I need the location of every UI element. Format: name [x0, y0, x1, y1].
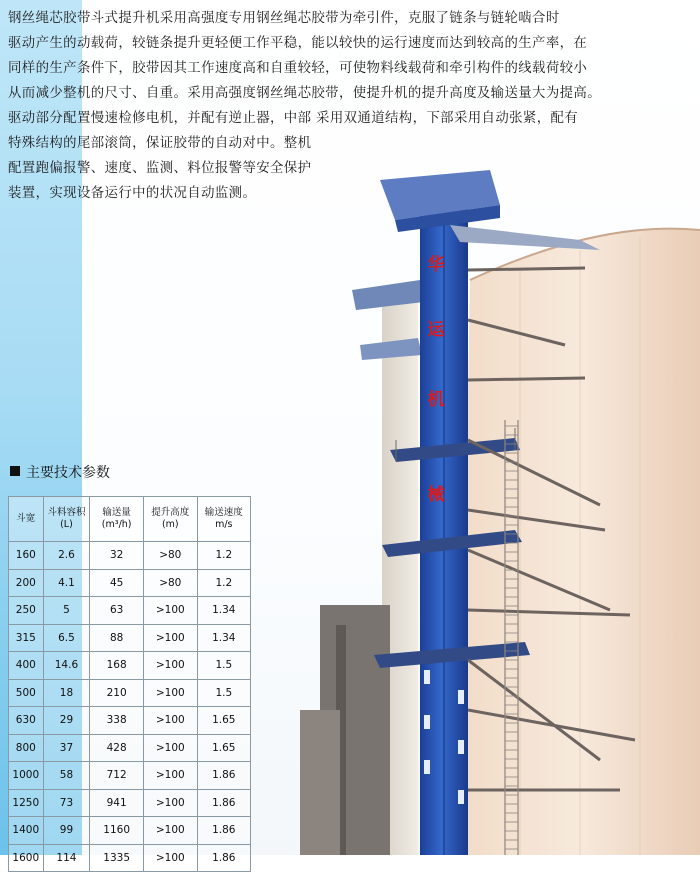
bucket-elevator-photo [300, 150, 700, 855]
table-cell: 1335 [90, 844, 144, 872]
table-cell: 114 [43, 844, 90, 872]
table-row [9, 734, 251, 762]
brand-char-2: 运 [427, 320, 445, 340]
table-row [9, 844, 251, 872]
table-cell: >100 [143, 707, 197, 735]
table-cell: 1.86 [197, 762, 250, 790]
table-cell: 29 [43, 707, 90, 735]
table-row [9, 679, 251, 707]
table-cell: 160 [9, 542, 44, 570]
brand-char-4: 械 [427, 485, 445, 505]
specs-header-row [9, 497, 251, 542]
table-cell: 14.6 [43, 652, 90, 680]
table-row [9, 707, 251, 735]
intro-line: 驱动产生的动载荷，较链条提升更轻便工作平稳，能以较快的运行速度而达到较高的生产率，在 [8, 36, 588, 51]
col-header-bucket-volume: 斗料容积 (L) [43, 497, 90, 542]
table-cell: 58 [43, 762, 90, 790]
table-cell: >80 [143, 569, 197, 597]
table-cell: 1000 [9, 762, 44, 790]
intro-line: 驱动部分配置慢速检修电机，并配有逆止器，中部 采用双通道结构，下部采用自动张紧，配有 [8, 111, 579, 126]
table-cell: 168 [90, 652, 144, 680]
table-cell: 45 [90, 569, 144, 597]
table-row [9, 789, 251, 817]
table-cell: 1.86 [197, 789, 250, 817]
table-cell: 338 [90, 707, 144, 735]
intro-line: 装置，实现设备运行中的状况自动监测。 [8, 186, 257, 201]
table-cell: >100 [143, 652, 197, 680]
table-row [9, 542, 251, 570]
table-cell: 1.5 [197, 652, 250, 680]
table-cell: 6.5 [43, 624, 90, 652]
intro-line: 钢丝绳芯胶带斗式提升机采用高强度专用钢丝绳芯胶带为牵引件，克服了链条与链轮啮合时 [8, 11, 560, 26]
table-cell: 1.86 [197, 844, 250, 872]
specs-title-text: 主要技术参数 [26, 465, 110, 481]
table-cell: 99 [43, 817, 90, 845]
table-cell: 630 [9, 707, 44, 735]
table-cell: >100 [143, 597, 197, 625]
table-cell: 1160 [90, 817, 144, 845]
table-cell: >100 [143, 679, 197, 707]
intro-line: 同样的生产条件下，胶带因其工作速度高和自重较轻，可使物料线载荷和牵引构件的线载荷较小 [8, 61, 588, 76]
table-cell: 73 [43, 789, 90, 817]
table-row [9, 597, 251, 625]
table-cell: 1.65 [197, 734, 250, 762]
table-cell: >100 [143, 844, 197, 872]
intro-line: 配置跑偏报警、速度、监测、料位报警等安全保护 [8, 161, 312, 176]
table-cell: >80 [143, 542, 197, 570]
table-cell: 5 [43, 597, 90, 625]
table-cell: 2.6 [43, 542, 90, 570]
brand-char-1: 华 [427, 255, 445, 275]
table-cell: >100 [143, 624, 197, 652]
square-bullet-icon [10, 466, 20, 476]
col-header-speed: 输送速度 m/s [197, 497, 250, 542]
table-cell: 37 [43, 734, 90, 762]
table-cell: 88 [90, 624, 144, 652]
table-cell: 800 [9, 734, 44, 762]
table-row [9, 817, 251, 845]
table-cell: >100 [143, 762, 197, 790]
table-cell: 1.34 [197, 597, 250, 625]
table-cell: 712 [90, 762, 144, 790]
table-cell: 1.65 [197, 707, 250, 735]
table-cell: 1.5 [197, 679, 250, 707]
brand-char-3: 机 [427, 390, 445, 410]
col-header-bucket-width: 斗宽 [9, 497, 44, 542]
intro-line: 从而减少整机的尺寸、自重。采用高强度钢丝绳芯胶带，使提升机的提升高度及输送量大为提高。 [8, 86, 601, 101]
table-cell: 1.2 [197, 569, 250, 597]
table-cell: 1600 [9, 844, 44, 872]
table-cell: 428 [90, 734, 144, 762]
table-row [9, 624, 251, 652]
table-cell: >100 [143, 817, 197, 845]
table-cell: 210 [90, 679, 144, 707]
table-cell: >100 [143, 734, 197, 762]
intro-line: 特殊结构的尾部滚筒，保证胶带的自动对中。整机 [8, 136, 312, 151]
table-row [9, 652, 251, 680]
table-cell: 250 [9, 597, 44, 625]
col-header-lift-height: 提升高度 (m) [143, 497, 197, 542]
table-cell: 1400 [9, 817, 44, 845]
table-row [9, 762, 251, 790]
table-cell: 315 [9, 624, 44, 652]
intro-paragraph [8, 6, 694, 206]
table-cell: 500 [9, 679, 44, 707]
table-row [9, 569, 251, 597]
table-cell: 63 [90, 597, 144, 625]
table-cell: >100 [143, 789, 197, 817]
specs-heading [10, 462, 110, 482]
table-cell: 4.1 [43, 569, 90, 597]
table-cell: 32 [90, 542, 144, 570]
table-cell: 1.2 [197, 542, 250, 570]
table-cell: 1.86 [197, 817, 250, 845]
table-cell: 1250 [9, 789, 44, 817]
table-cell: 200 [9, 569, 44, 597]
table-cell: 18 [43, 679, 90, 707]
table-cell: 1.34 [197, 624, 250, 652]
specs-table [8, 496, 251, 872]
col-header-capacity: 输送量 (m³/h) [90, 497, 144, 542]
table-cell: 400 [9, 652, 44, 680]
table-cell: 941 [90, 789, 144, 817]
